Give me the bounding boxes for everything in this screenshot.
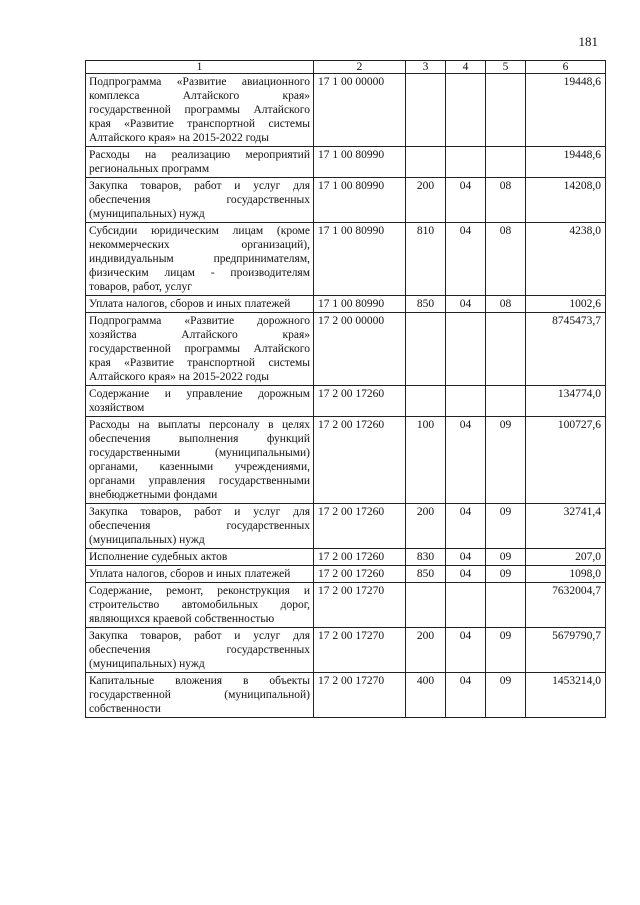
table-row xyxy=(86,673,606,718)
row-section-cell: 04 xyxy=(446,566,486,583)
table-row xyxy=(86,223,606,296)
column-header: 4 xyxy=(446,61,486,74)
row-expense-type-cell xyxy=(406,74,446,147)
row-subsection-cell: 08 xyxy=(486,223,526,296)
table-row xyxy=(86,566,606,583)
row-name-cell: Подпрограмма «Развитие авиационного комплекса Алтайского края» государственной программы Алтайского края «Развитие транспортной системы Алтайского края» на 2015-2022 годы xyxy=(86,74,314,147)
row-expense-type-cell: 850 xyxy=(406,566,446,583)
row-code-cell: 17 2 00 17270 xyxy=(314,628,406,673)
row-code-cell: 17 2 00 17260 xyxy=(314,566,406,583)
row-section-cell: 04 xyxy=(446,673,486,718)
row-code-cell: 17 1 00 80990 xyxy=(314,147,406,178)
row-section-cell: 04 xyxy=(446,223,486,296)
row-section-cell: 04 xyxy=(446,504,486,549)
row-expense-type-cell: 850 xyxy=(406,296,446,313)
row-amount-cell: 207,0 xyxy=(526,549,606,566)
table-row xyxy=(86,583,606,628)
row-amount-cell: 19448,6 xyxy=(526,74,606,147)
row-subsection-cell: 08 xyxy=(486,178,526,223)
row-subsection-cell: 09 xyxy=(486,566,526,583)
row-code-cell: 17 2 00 17270 xyxy=(314,673,406,718)
row-subsection-cell xyxy=(486,147,526,178)
row-name-cell: Уплата налогов, сборов и иных платежей xyxy=(86,566,314,583)
header-row xyxy=(86,61,606,74)
row-code-cell: 17 1 00 80990 xyxy=(314,223,406,296)
table-body xyxy=(86,74,606,718)
row-subsection-cell: 09 xyxy=(486,504,526,549)
row-section-cell: 04 xyxy=(446,628,486,673)
row-code-cell: 17 2 00 17270 xyxy=(314,583,406,628)
column-header: 2 xyxy=(314,61,406,74)
row-amount-cell: 1453214,0 xyxy=(526,673,606,718)
row-amount-cell: 5679790,7 xyxy=(526,628,606,673)
column-header: 6 xyxy=(526,61,606,74)
column-header: 5 xyxy=(486,61,526,74)
row-subsection-cell xyxy=(486,583,526,628)
row-code-cell: 17 1 00 80990 xyxy=(314,178,406,223)
row-name-cell: Содержание, ремонт, реконструкция и строительство автомобильных дорог, являющихся краевой собственностью xyxy=(86,583,314,628)
row-expense-type-cell: 810 xyxy=(406,223,446,296)
row-name-cell: Субсидии юридическим лицам (кроме некоммерческих организаций), индивидуальным предпринимателям, физическим лицам - производителям товаров, работ, услуг xyxy=(86,223,314,296)
row-amount-cell: 7632004,7 xyxy=(526,583,606,628)
row-expense-type-cell: 830 xyxy=(406,549,446,566)
table-row xyxy=(86,504,606,549)
row-code-cell: 17 2 00 17260 xyxy=(314,504,406,549)
row-name-cell: Закупка товаров, работ и услуг для обеспечения государственных (муниципальных) нужд xyxy=(86,504,314,549)
row-expense-type-cell xyxy=(406,147,446,178)
table-row xyxy=(86,296,606,313)
row-subsection-cell: 09 xyxy=(486,673,526,718)
row-section-cell: 04 xyxy=(446,417,486,504)
table-row xyxy=(86,549,606,566)
row-expense-type-cell: 200 xyxy=(406,628,446,673)
row-amount-cell: 134774,0 xyxy=(526,386,606,417)
table-row xyxy=(86,386,606,417)
table-row xyxy=(86,417,606,504)
row-name-cell: Расходы на выплаты персоналу в целях обеспечения выполнения функций государственными (муниципальными) органами, казенными учреждениями, органами управления государственными внебюджетными фондами xyxy=(86,417,314,504)
row-code-cell: 17 2 00 00000 xyxy=(314,313,406,386)
row-name-cell: Исполнение судебных актов xyxy=(86,549,314,566)
row-section-cell: 04 xyxy=(446,178,486,223)
row-code-cell: 17 1 00 80990 xyxy=(314,296,406,313)
row-subsection-cell xyxy=(486,313,526,386)
row-code-cell: 17 2 00 17260 xyxy=(314,386,406,417)
row-amount-cell: 100727,6 xyxy=(526,417,606,504)
budget-table xyxy=(85,60,606,718)
row-expense-type-cell: 400 xyxy=(406,673,446,718)
row-expense-type-cell xyxy=(406,313,446,386)
table-row xyxy=(86,74,606,147)
row-subsection-cell: 09 xyxy=(486,628,526,673)
table-row xyxy=(86,313,606,386)
column-header: 1 xyxy=(86,61,314,74)
row-amount-cell: 1002,6 xyxy=(526,296,606,313)
row-amount-cell: 32741,4 xyxy=(526,504,606,549)
row-section-cell xyxy=(446,147,486,178)
row-name-cell: Закупка товаров, работ и услуг для обеспечения государственных (муниципальных) нужд xyxy=(86,178,314,223)
row-expense-type-cell: 200 xyxy=(406,178,446,223)
row-subsection-cell xyxy=(486,386,526,417)
row-section-cell xyxy=(446,313,486,386)
row-subsection-cell xyxy=(486,74,526,147)
row-section-cell: 04 xyxy=(446,296,486,313)
row-code-cell: 17 1 00 00000 xyxy=(314,74,406,147)
column-header: 3 xyxy=(406,61,446,74)
row-name-cell: Расходы на реализацию мероприятий региональных программ xyxy=(86,147,314,178)
row-amount-cell: 8745473,7 xyxy=(526,313,606,386)
row-expense-type-cell: 100 xyxy=(406,417,446,504)
row-section-cell xyxy=(446,74,486,147)
row-code-cell: 17 2 00 17260 xyxy=(314,549,406,566)
row-amount-cell: 4238,0 xyxy=(526,223,606,296)
row-expense-type-cell xyxy=(406,386,446,417)
row-section-cell: 04 xyxy=(446,549,486,566)
row-subsection-cell: 09 xyxy=(486,549,526,566)
row-section-cell xyxy=(446,386,486,417)
row-subsection-cell: 09 xyxy=(486,417,526,504)
row-expense-type-cell: 200 xyxy=(406,504,446,549)
row-name-cell: Закупка товаров, работ и услуг для обеспечения государственных (муниципальных) нужд xyxy=(86,628,314,673)
row-name-cell: Капитальные вложения в объекты государственной (муниципальной) собственности xyxy=(86,673,314,718)
row-name-cell: Содержание и управление дорожным хозяйством xyxy=(86,386,314,417)
row-code-cell: 17 2 00 17260 xyxy=(314,417,406,504)
table-row xyxy=(86,147,606,178)
row-amount-cell: 19448,6 xyxy=(526,147,606,178)
table-row xyxy=(86,628,606,673)
row-name-cell: Уплата налогов, сборов и иных платежей xyxy=(86,296,314,313)
row-name-cell: Подпрограмма «Развитие дорожного хозяйства Алтайского края» государственной программы Алтайского края «Развитие транспортной системы Алтайского края» на 2015-2022 годы xyxy=(86,313,314,386)
table-row xyxy=(86,178,606,223)
row-amount-cell: 1098,0 xyxy=(526,566,606,583)
row-amount-cell: 14208,0 xyxy=(526,178,606,223)
row-section-cell xyxy=(446,583,486,628)
row-expense-type-cell xyxy=(406,583,446,628)
row-subsection-cell: 08 xyxy=(486,296,526,313)
page-number: 181 xyxy=(578,34,598,49)
